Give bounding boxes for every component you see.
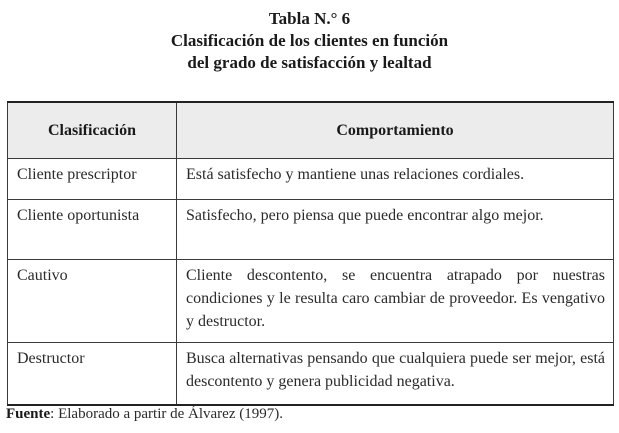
table-row: [8, 159, 614, 200]
source-text: : Elaborado a partir de Álvarez (1997).: [50, 406, 283, 422]
table-row: [8, 343, 614, 406]
cell-comportamiento: Está satisfecho y mantiene unas relaciones cordiales.: [177, 159, 614, 200]
cell-comportamiento: Busca alternativas pensando que cualquiera puede ser mejor, está descontento y genera publicidad negativa.: [177, 343, 614, 406]
source-label: Fuente: [6, 406, 51, 422]
header-clasificacion: Clasificación: [8, 102, 177, 159]
cell-comportamiento: Satisfecho, pero piensa que puede encontrar algo mejor.: [177, 200, 614, 260]
table-caption: [0, 8, 619, 74]
cell-comportamiento: Cliente descontento, se encuentra atrapado por nuestras condiciones y le resulta caro cambiar de proveedor. Es vengativo y destructor.: [177, 260, 614, 343]
cell-clasificacion: Destructor: [8, 343, 177, 406]
source-note: [6, 405, 283, 423]
table-header-row: [8, 102, 614, 159]
cell-clasificacion: Cliente oportunista: [8, 200, 177, 260]
table-row: [8, 260, 614, 343]
header-comportamiento: Comportamiento: [177, 102, 614, 159]
table-number: Tabla N.° 6: [268, 9, 351, 28]
table-title-line-2: del grado de satisfacción y lealtad: [187, 53, 432, 72]
classification-table: [7, 101, 614, 406]
table-title-line-1: Clasificación de los clientes en función: [170, 31, 449, 50]
cell-clasificacion: Cautivo: [8, 260, 177, 343]
table-row: [8, 200, 614, 260]
cell-clasificacion: Cliente prescriptor: [8, 159, 177, 200]
